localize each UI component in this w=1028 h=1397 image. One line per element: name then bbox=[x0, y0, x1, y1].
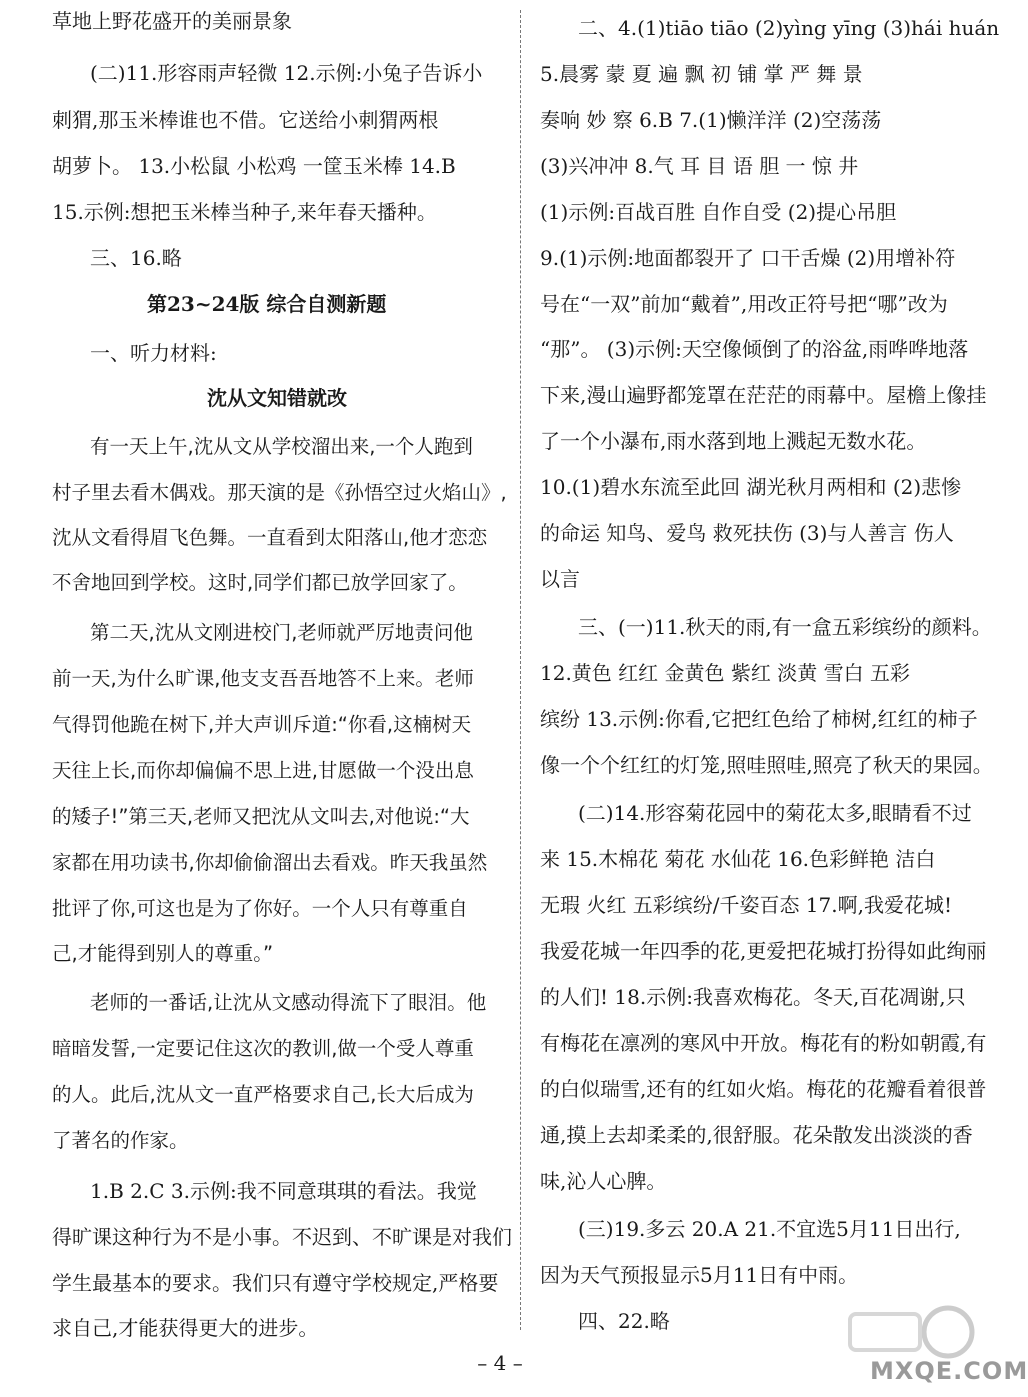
text-line: 得旷课这种行为不是小事。不迟到、不旷课是对我们 bbox=[52, 1225, 512, 1249]
text-line: 来 15.木棉花 菊花 水仙花 16.色彩鲜艳 洁白 bbox=[540, 847, 936, 871]
text-line: 的人们! 18.示例:我喜欢梅花。冬天,百花凋谢,只 bbox=[540, 985, 966, 1009]
text-line: 因为天气预报显示5月11日有中雨。 bbox=[540, 1263, 859, 1287]
story-line: 了著名的作家。 bbox=[52, 1129, 189, 1152]
text-line: 无瑕 火红 五彩缤纷/千姿百态 17.啊,我爱花城! bbox=[540, 893, 953, 917]
text-line: 以言 bbox=[540, 567, 580, 591]
story-line: 有一天上午,沈从文从学校溜出来,一个人跑到 bbox=[90, 435, 473, 458]
text-line: 像一个个红红的灯笼,照哇照哇,照亮了秋天的果园。 bbox=[540, 753, 993, 777]
text-line: 求自己,才能获得更大的进步。 bbox=[52, 1316, 319, 1340]
text-line: 缤纷 13.示例:你看,它把红色给了柿树,红红的柿子 bbox=[540, 707, 978, 731]
story-line: 的人。此后,沈从文一直严格要求自己,长大后成为 bbox=[52, 1083, 474, 1106]
story-line: 家都在用功读书,你却偷偷溜出去看戏。昨天我虽然 bbox=[52, 851, 488, 874]
text-line: 了一个小瀑布,雨水落到地上溅起无数水花。 bbox=[540, 429, 927, 453]
story-line: 沈从文看得眉飞色舞。一直看到太阳落山,他才恋恋 bbox=[52, 526, 488, 549]
story-title: 沈从文知错就改 bbox=[207, 386, 347, 410]
text-line: (1)示例:百战百胜 自作自受 (2)提心吊胆 bbox=[540, 200, 897, 224]
story-line: 第二天,沈从文刚进校门,老师就严厉地责问他 bbox=[90, 621, 473, 644]
story-line: 老师的一番话,让沈从文感动得流下了眼泪。他 bbox=[90, 991, 487, 1014]
text-line: 12.黄色 红红 金黄色 紫红 淡黄 雪白 五彩 bbox=[540, 661, 910, 685]
text-line: 的白似瑞雪,还有的红如火焰。梅花的花瓣看着很普 bbox=[540, 1077, 987, 1101]
text-line: (二)14.形容菊花园中的菊花太多,眼睛看不过 bbox=[578, 801, 972, 825]
story-line: 己,才能得到别人的尊重。” bbox=[52, 942, 274, 965]
text-line: 我爱花城一年四季的花,更爱把花城打扮得如此绚丽 bbox=[540, 939, 987, 963]
section-title: 第23~24版 综合自测新题 bbox=[147, 292, 387, 316]
page-number: – 4 – bbox=[477, 1351, 523, 1375]
text-line: 奏响 妙 察 6.B 7.(1)懒洋洋 (2)空荡荡 bbox=[540, 108, 882, 132]
column-divider bbox=[520, 10, 521, 1330]
story-line: 气得罚他跪在树下,并大声训斥道:“你看,这楠树天 bbox=[52, 713, 472, 736]
text-line: (三)19.多云 20.A 21.不宜选5月11日出行, bbox=[578, 1217, 961, 1241]
text-line: 胡萝卜。 13.小松鼠 小松鸡 一筐玉米棒 14.B bbox=[52, 154, 456, 178]
text-line: 有梅花在凛冽的寒风中开放。梅花有的粉如朝霞,有 bbox=[540, 1031, 987, 1055]
text-line: 10.(1)碧水东流至此回 湖光秋月两相和 (2)悲惨 bbox=[540, 475, 962, 499]
text-line: 味,沁人心脾。 bbox=[540, 1169, 667, 1193]
text-line: 二、4.(1)tiāo tiāo (2)yìng yīng (3)hái huán bbox=[578, 16, 1000, 40]
text-line: 9.(1)示例:地面都裂开了 口干舌燥 (2)用增补符 bbox=[540, 246, 956, 270]
story-line: 村子里去看木偶戏。那天演的是《孙悟空过火焰山》, bbox=[52, 481, 507, 504]
text-line: 1.B 2.C 3.示例:我不同意琪琪的看法。我觉 bbox=[90, 1179, 477, 1203]
text-line: 通,摸上去却柔柔的,很舒服。花朵散发出淡淡的香 bbox=[540, 1123, 973, 1147]
text-line: 草地上野花盛开的美丽景象 bbox=[52, 9, 292, 33]
story-line: 前一天,为什么旷课,他支支吾吾地答不上来。老师 bbox=[52, 667, 474, 690]
text-line: 的命运 知鸟、爱鸟 救死扶伤 (3)与人善言 伤人 bbox=[540, 521, 954, 545]
story-line: 天往上长,而你却偏偏不思上进,甘愿做一个没出息 bbox=[52, 759, 474, 782]
story-line: 批评了你,可这也是为了你好。一个人只有尊重自 bbox=[52, 897, 468, 920]
text-line: 三、16.略 bbox=[90, 246, 182, 270]
text-line: 下来,漫山遍野都笼罩在茫茫的雨幕中。屋檐上像挂 bbox=[540, 383, 987, 407]
text-line: (3)兴冲冲 8.气 耳 目 语 胆 一 惊 井 bbox=[540, 154, 859, 178]
text-line: 一、听力材料: bbox=[90, 341, 217, 365]
text-line: 5.晨雾 蒙 夏 遍 飘 初 铺 掌 严 舞 景 bbox=[540, 62, 863, 86]
text-line: 四、22.略 bbox=[578, 1309, 670, 1333]
text-line: “那”。 (3)示例:天空像倾倒了的浴盆,雨哗哗地落 bbox=[540, 337, 969, 361]
text-line: 15.示例:想把玉米棒当种子,来年春天播种。 bbox=[52, 200, 437, 224]
story-line: 不舍地回到学校。这时,同学们都已放学回家了。 bbox=[52, 571, 468, 594]
text-line: 刺猬,那玉米棒谁也不借。它送给小刺猬两根 bbox=[52, 108, 439, 132]
watermark-text: MXQE.COM bbox=[870, 1357, 1028, 1385]
story-line: 暗暗发誓,一定要记住这次的教训,做一个受人尊重 bbox=[52, 1037, 474, 1060]
text-line: 学生最基本的要求。我们只有遵守学校规定,严格要 bbox=[52, 1271, 499, 1295]
text-line: 号在“一双”前加“戴着”,用改正符号把“哪”改为 bbox=[540, 292, 948, 316]
story-line: 的矮子!”第三天,老师又把沈从文叫去,对他说:“大 bbox=[52, 805, 470, 828]
text-line: 三、(一)11.秋天的雨,有一盒五彩缤纷的颜料。 bbox=[578, 615, 992, 639]
text-line: (二)11.形容雨声轻微 12.示例:小兔子告诉小 bbox=[90, 61, 483, 85]
